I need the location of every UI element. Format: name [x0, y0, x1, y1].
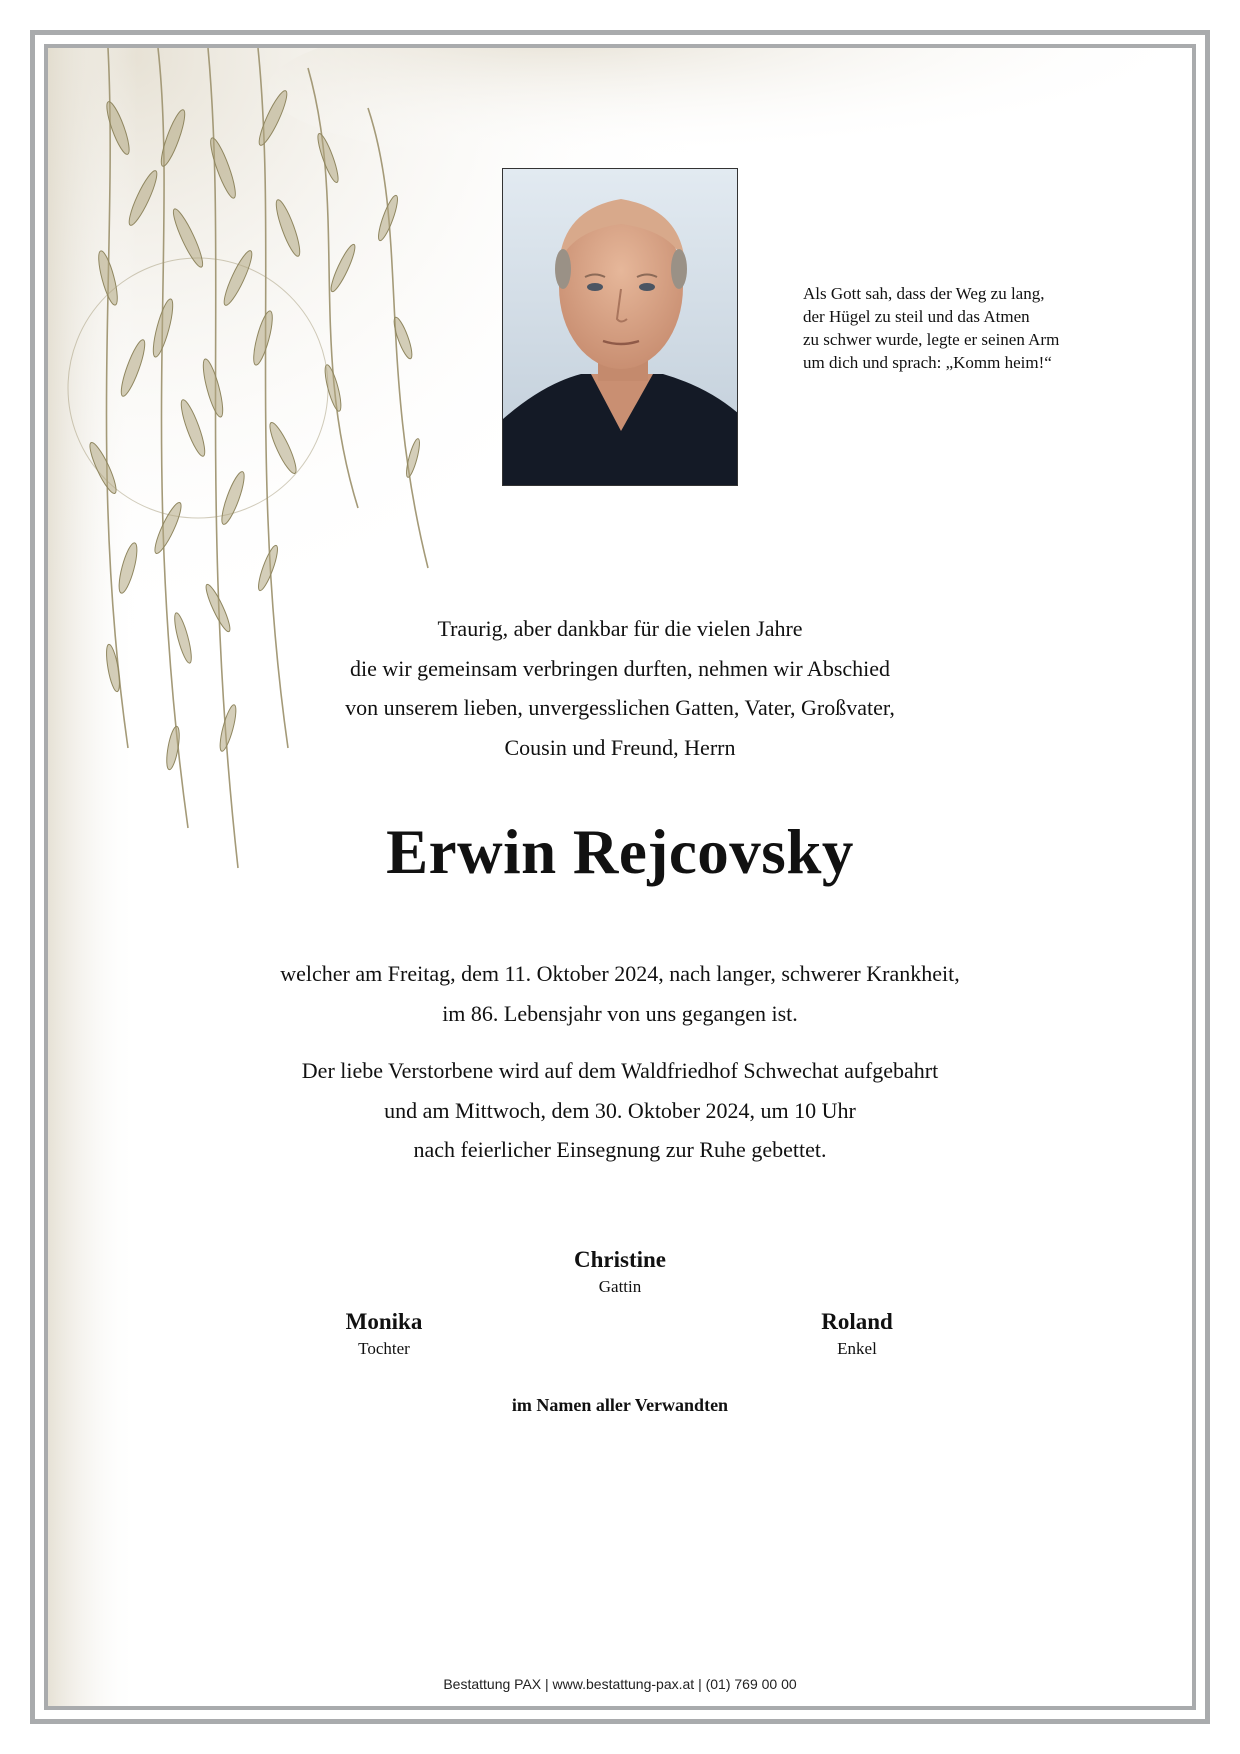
intro-line: von unserem lieben, unvergesslichen Gatten, Vater, Großvater,	[345, 695, 895, 720]
funeral-line: nach feierlicher Einsegnung zur Ruhe gebettet.	[413, 1137, 827, 1162]
mourner-christine	[500, 1245, 740, 1299]
intro-text	[200, 609, 1040, 767]
quote-line: Als Gott sah, dass der Weg zu lang,	[803, 284, 1045, 303]
mourner-name: Christine	[574, 1247, 666, 1272]
intro-line: die wir gemeinsam verbringen durften, nehmen wir Abschied	[349, 655, 891, 681]
mourner-roland	[737, 1307, 977, 1361]
mourner-name: Roland	[821, 1309, 893, 1334]
deceased-name: Erwin Rejcovsky	[386, 817, 854, 887]
funeral-line: und am Mittwoch, dem 30. Oktober 2024, um 10 Uhr	[384, 1097, 856, 1123]
quote-line: um dich und sprach: „Komm heim!“	[803, 353, 1052, 372]
death-notice	[150, 954, 1090, 1033]
mourner-role: Tochter	[358, 1339, 410, 1358]
funeral-home-footer: Bestattung PAX | www.bestattung-pax.at | (01) 769 00 00	[443, 1676, 797, 1692]
death-notice-line: welcher am Freitag, dem 11. Oktober 2024, nach langer, schwerer Krankheit,	[280, 961, 960, 986]
funeral-details	[150, 1051, 1090, 1170]
quote-line: der Hügel zu steil und das Atmen	[803, 307, 1030, 326]
intro-line: Cousin und Freund, Herrn	[504, 734, 736, 760]
memorial-quote	[803, 282, 1133, 374]
portrait-photo	[502, 168, 738, 486]
quote-line: zu schwer wurde, legte er seinen Arm	[803, 330, 1060, 349]
death-notice-line: im 86. Lebensjahr von uns gegangen ist.	[442, 1000, 798, 1026]
mourner-role: Enkel	[837, 1339, 877, 1358]
relatives-note: im Namen aller Verwandten	[511, 1395, 729, 1415]
intro-line: Traurig, aber dankbar für die vielen Jahre	[437, 616, 803, 641]
funeral-line: Der liebe Verstorbene wird auf dem Waldfriedhof Schwechat aufgebahrt	[301, 1058, 939, 1083]
mourner-name: Monika	[345, 1309, 423, 1334]
mourner-monika	[264, 1307, 504, 1361]
mourner-role: Gattin	[598, 1277, 642, 1296]
